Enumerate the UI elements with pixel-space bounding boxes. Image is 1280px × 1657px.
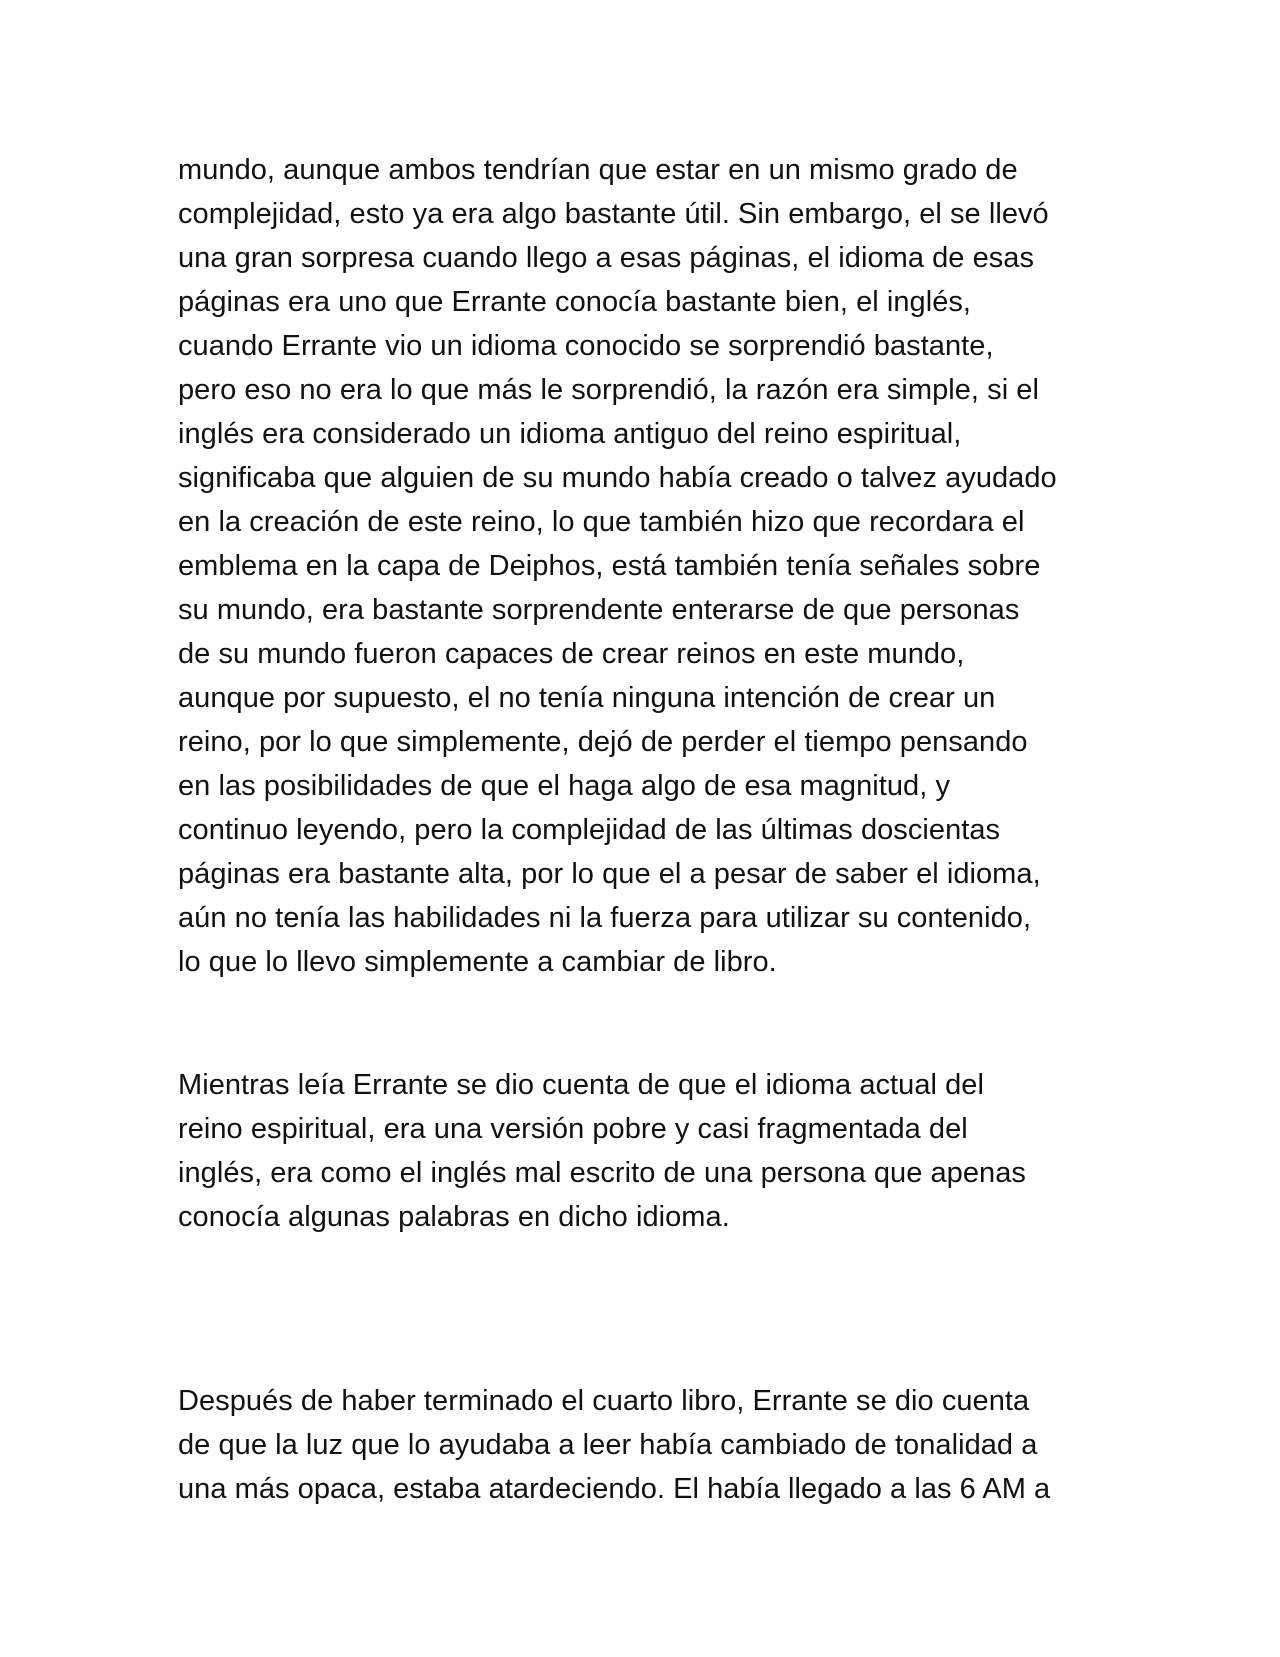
text-line: conocía algunas palabras en dicho idioma. xyxy=(178,1201,730,1233)
text-line: Después de haber terminado el cuarto libro, Errante se dio cuenta xyxy=(178,1385,1030,1417)
text-line: en la creación de este reino, lo que también hizo que recordara el xyxy=(178,506,1025,538)
text-line: páginas era uno que Errante conocía bastante bien, el inglés, xyxy=(178,286,972,318)
text-line: su mundo, era bastante sorprendente enterarse de que personas xyxy=(178,594,1020,626)
text-line: inglés era considerado un idioma antiguo del reino espiritual, xyxy=(178,418,962,450)
text-line: aunque por supuesto, el no tenía ninguna intención de crear un xyxy=(178,682,996,714)
text-line: cuando Errante vio un idioma conocido se sorprendió bastante, xyxy=(178,330,994,362)
text-line: de que la luz que lo ayudaba a leer había cambiado de tonalidad a xyxy=(178,1429,1038,1461)
text-line: continuo leyendo, pero la complejidad de las últimas doscientas xyxy=(178,814,1001,846)
text-line: una más opaca, estaba atardeciendo. El había llegado a las 6 AM a xyxy=(178,1473,1051,1505)
text-line: aún no tenía las habilidades ni la fuerza para utilizar su contenido, xyxy=(178,902,1032,934)
paragraph-3 xyxy=(178,1379,1118,1511)
text-line: una gran sorpresa cuando llego a esas páginas, el idioma de esas xyxy=(178,242,1035,274)
text-line: lo que lo llevo simplemente a cambiar de libro. xyxy=(178,946,777,978)
text-line: pero eso no era lo que más le sorprendió, la razón era simple, si el xyxy=(178,374,1039,406)
text-line: de su mundo fueron capaces de crear reinos en este mundo, xyxy=(178,638,965,670)
text-line: inglés, era como el inglés mal escrito de una persona que apenas xyxy=(178,1157,1026,1189)
text-line: reino espiritual, era una versión pobre y casi fragmentada del xyxy=(178,1113,968,1145)
text-line: Mientras leía Errante se dio cuenta de que el idioma actual del xyxy=(178,1069,984,1101)
paragraph-1 xyxy=(178,148,1118,984)
text-line: mundo, aunque ambos tendrían que estar en un mismo grado de xyxy=(178,154,1018,186)
text-line: en las posibilidades de que el haga algo de esa magnitud, y xyxy=(178,770,951,802)
text-line: reino, por lo que simplemente, dejó de perder el tiempo pensando xyxy=(178,726,1028,758)
text-line: emblema en la capa de Deiphos, está también tenía señales sobre xyxy=(178,550,1041,582)
text-line: significaba que alguien de su mundo había creado o talvez ayudado xyxy=(178,462,1057,494)
text-line: complejidad, esto ya era algo bastante útil. Sin embargo, el se llevó xyxy=(178,198,1049,230)
paragraph-2 xyxy=(178,1063,1118,1239)
text-line: páginas era bastante alta, por lo que el a pesar de saber el idioma, xyxy=(178,858,1041,890)
